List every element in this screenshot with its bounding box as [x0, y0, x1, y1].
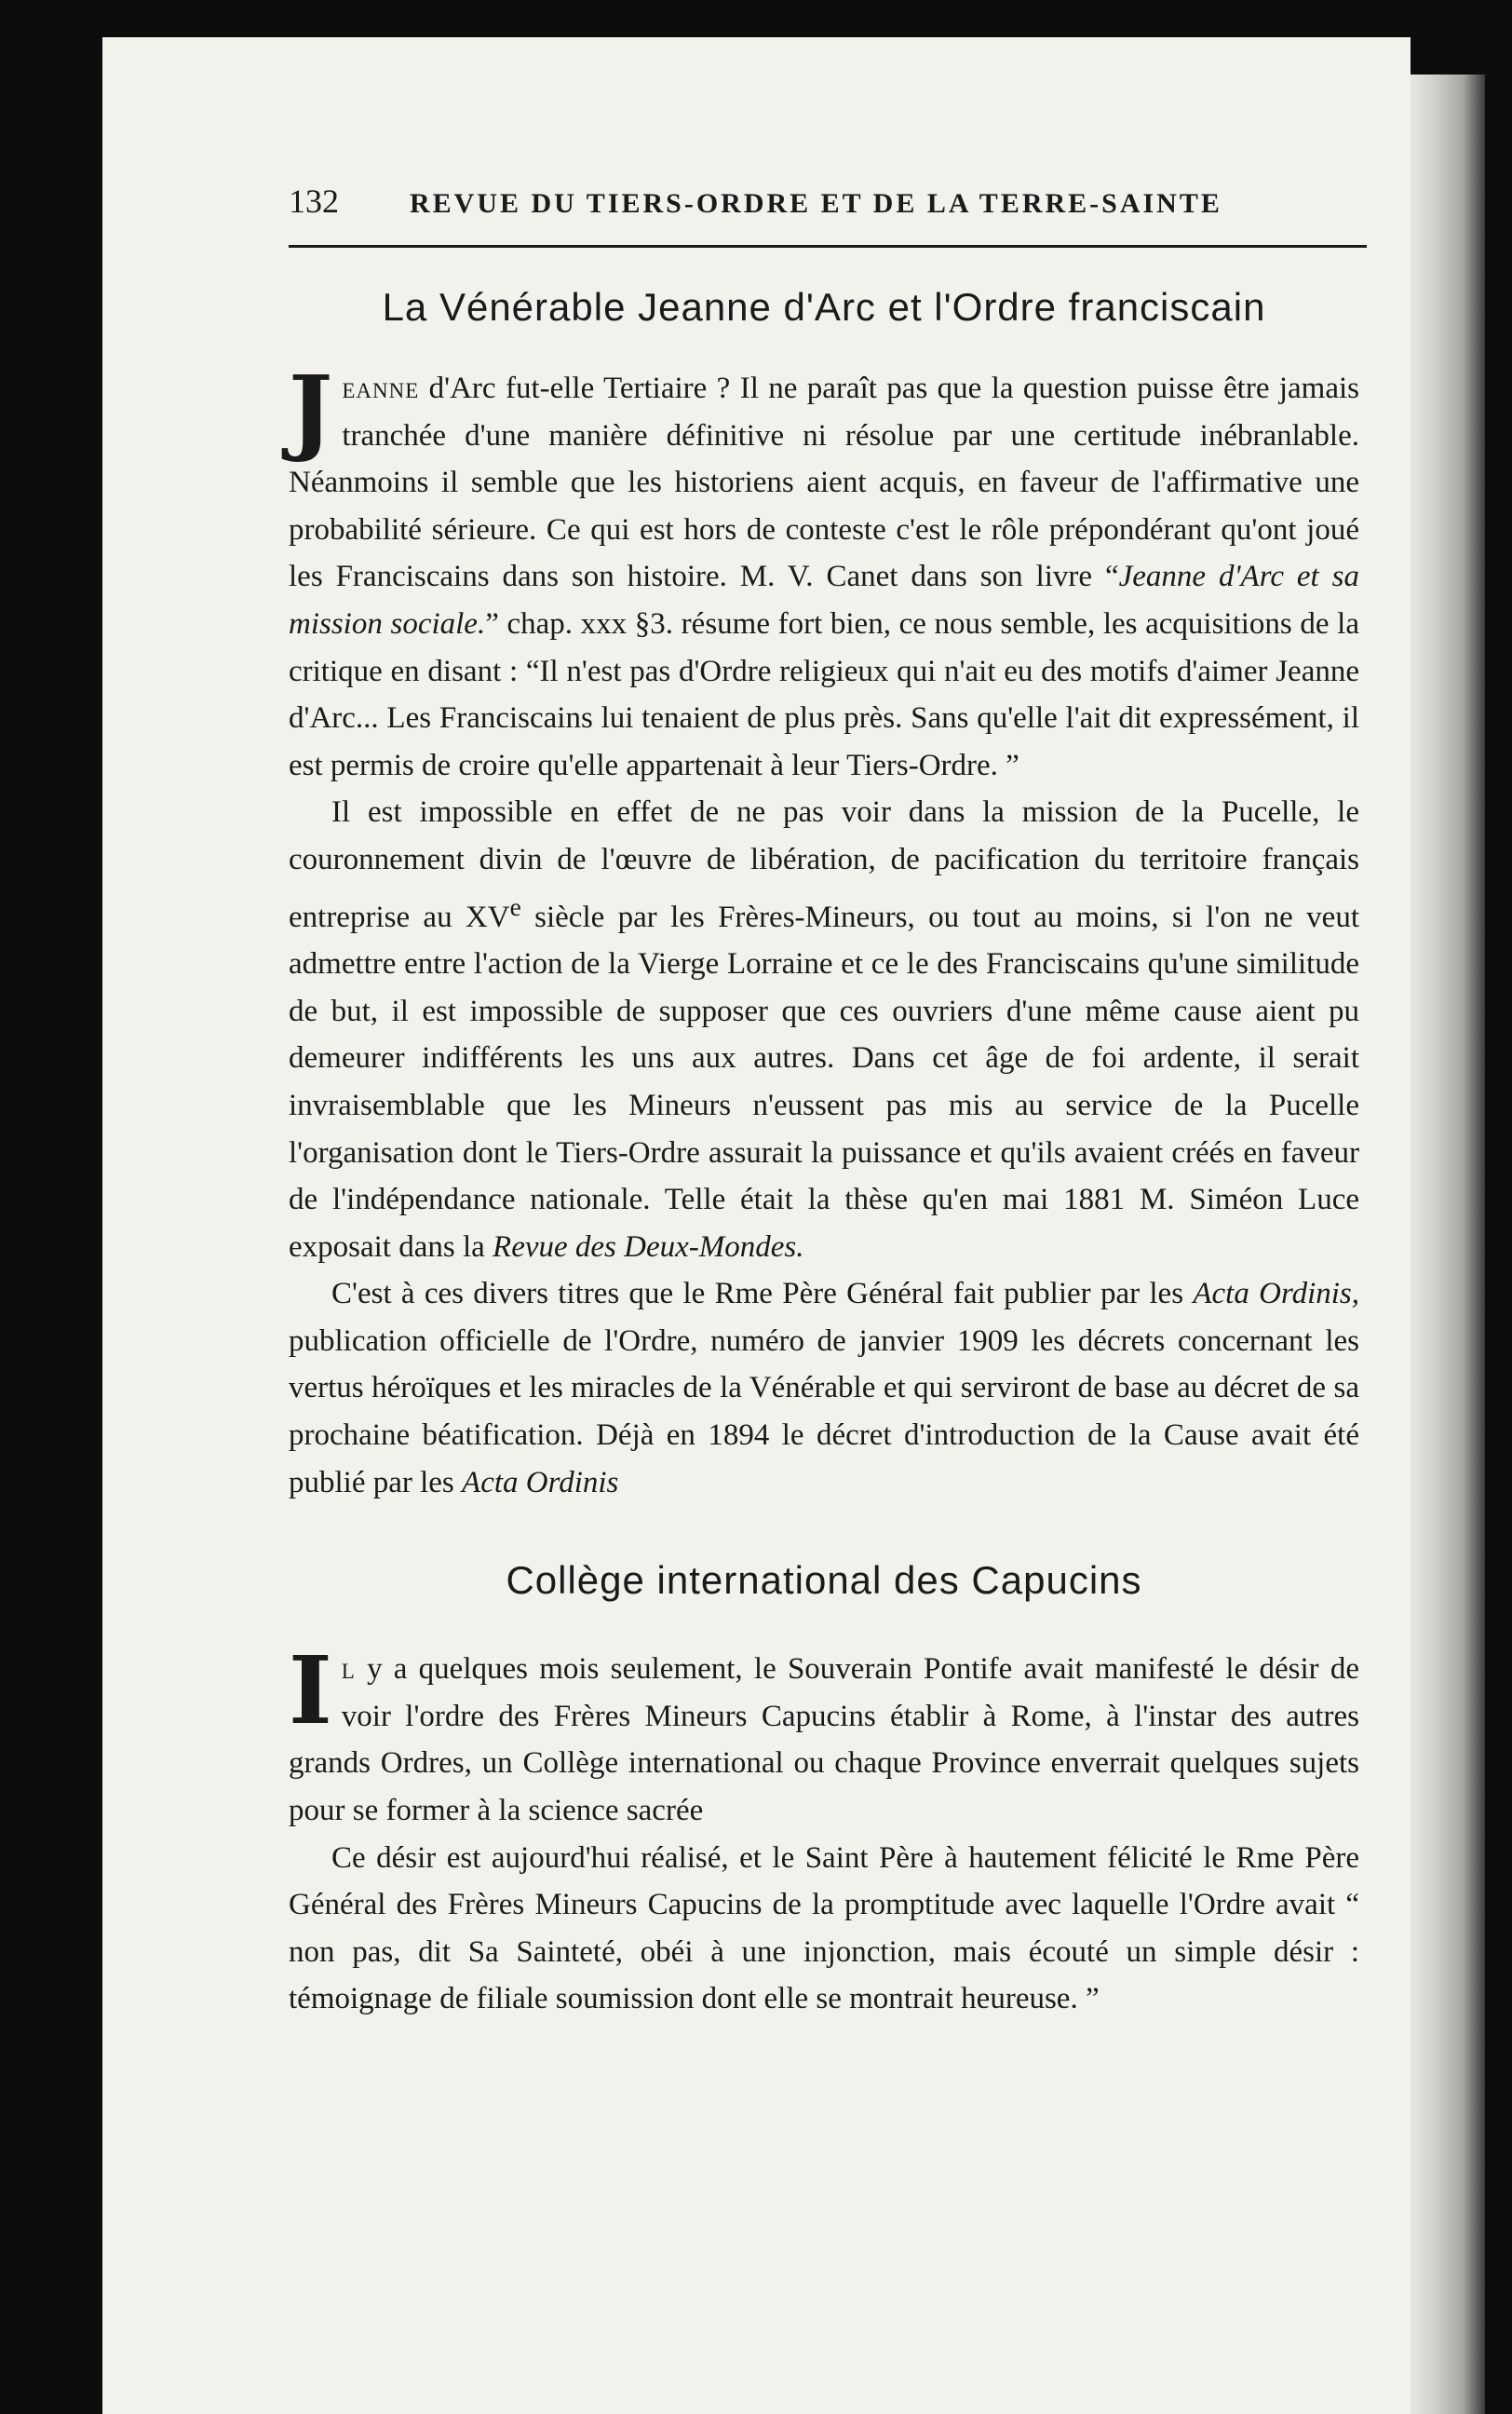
paragraph-text: d'Arc fut-elle Tertiaire ? Il ne paraît pas que la question puisse être jamais tranchée d'une manière définitive ni résolue par une certitude inébranlable. Néanmoins il semble que les historiens aient acquis, en faveur de l'affirmative une probabilité sérieure. Ce qui est hors de conteste c'est le rôle prépondérant qu'ont joué les Franciscains dans son histoire. M. V. Canet dans son livre “ [289, 372, 1359, 594]
publication-title: Acta Ordinis [462, 1465, 619, 1499]
running-header [289, 182, 1359, 245]
journal-title: Revue des Deux-Mondes. [493, 1229, 804, 1264]
book-title: Jeanne d'Arc et sa mission sociale. [289, 560, 1359, 641]
lead-word: eanne [342, 372, 420, 405]
paragraph-text: y a quelques mois seulement, le Souverain Pontife avait manifesté le désir de voir l'ordre des Frères Mineurs Capucins établir à Rome, à l'instar des autres grands Ordres, un Collège international ou chaque Province enverrait quelques sujets pour se former à la science sacrée [289, 1652, 1359, 1828]
page-content [289, 182, 1359, 2023]
paragraph-text: publication officielle de l'Ordre, numéro de janvier 1909 les décrets concernant les vertus héroïques et les miracles de la Vénérable et qui serviront de base au décret de sa prochaine béatification. Déjà en 1894 le décret d'introduction de la Cause avait été publié par les [289, 1323, 1359, 1499]
article-heading-capucins: Collège international des Capucins [506, 1558, 1142, 1603]
running-title: REVUE DU TIERS-ORDRE ET DE LA TERRE-SAINTE [410, 188, 1222, 219]
century-superscript: e [509, 891, 521, 921]
paragraph-text: siècle par les Frères-Mineurs, ou tout au moins, si l'on ne veut admettre entre l'action de la Vierge Lorraine et ce le des Franciscains qu'une similitude de but, il est impossible de supposer que ces ouvriers d'une même cause aient pu demeurer indifférents les uns aux autres. Dans cet âge de foi ardente, il serait invraisemblable que les Mineurs n'eussent pas mis au service de la Pucelle l'organisation dont le Tiers-Ordre assurait la puissance et qu'ils avaient créés en faveur de l'indépendance nationale. Telle était la thèse qu'en mai 1881 M. Siméon Luce exposait dans la [289, 900, 1359, 1264]
header-rule [289, 245, 1367, 248]
paragraph-text: Il est impossible en effet de ne pas voir dans la mission de la Pucelle, le couronnement divin de l'œuvre de libération, de pacification du territoire français entreprise au XV [289, 795, 1359, 934]
paragraph-text: ” chap. xxx §3. résume fort bien, ce nous semble, les acquisitions de la critique en disant : “Il n'est pas d'Ordre religieux qui n'ait eu des motifs d'aimer Jeanne d'Arc... Les Franciscains lui tenaient de plus près. Sans qu'elle l'ait dit expressément, il est permis de croire qu'elle appartenait à leur Tiers-Ordre. ” [289, 606, 1359, 782]
drop-cap-initial: I [289, 1635, 332, 1746]
paragraph-jeanne-2 [289, 789, 1359, 1270]
publication-title: Acta Ordinis, [1193, 1277, 1359, 1311]
article-heading-jeanne-darc: La Vénérable Jeanne d'Arc et l'Ordre franciscain [382, 285, 1266, 329]
paragraph-text: C'est à ces divers titres que le Rme Père Général fait publier par les [331, 1277, 1194, 1311]
page-edge-shadow [1411, 75, 1485, 2414]
paragraph-jeanne-3 [289, 1270, 1359, 1506]
paragraph-capucins-2 [289, 1835, 1359, 2023]
paragraph-capucins-1 [289, 1635, 1359, 1834]
paragraph-text: Ce désir est aujourd'hui réalisé, et le Saint Père à hautement félicité le Rme Père Général des Frères Mineurs Capucins de la promptitude avec laquelle l'Ordre avait “ non pas, dit Sa Sainteté, obéi à une injonction, mais écouté un simple désir : témoignage de filiale soumission dont elle se montrait heureuse. ” [289, 1840, 1359, 2016]
paragraph-jeanne-1 [289, 355, 1359, 789]
page-number: 132 [289, 183, 339, 220]
lead-word: l [341, 1652, 356, 1687]
drop-cap-initial: J [289, 355, 333, 465]
